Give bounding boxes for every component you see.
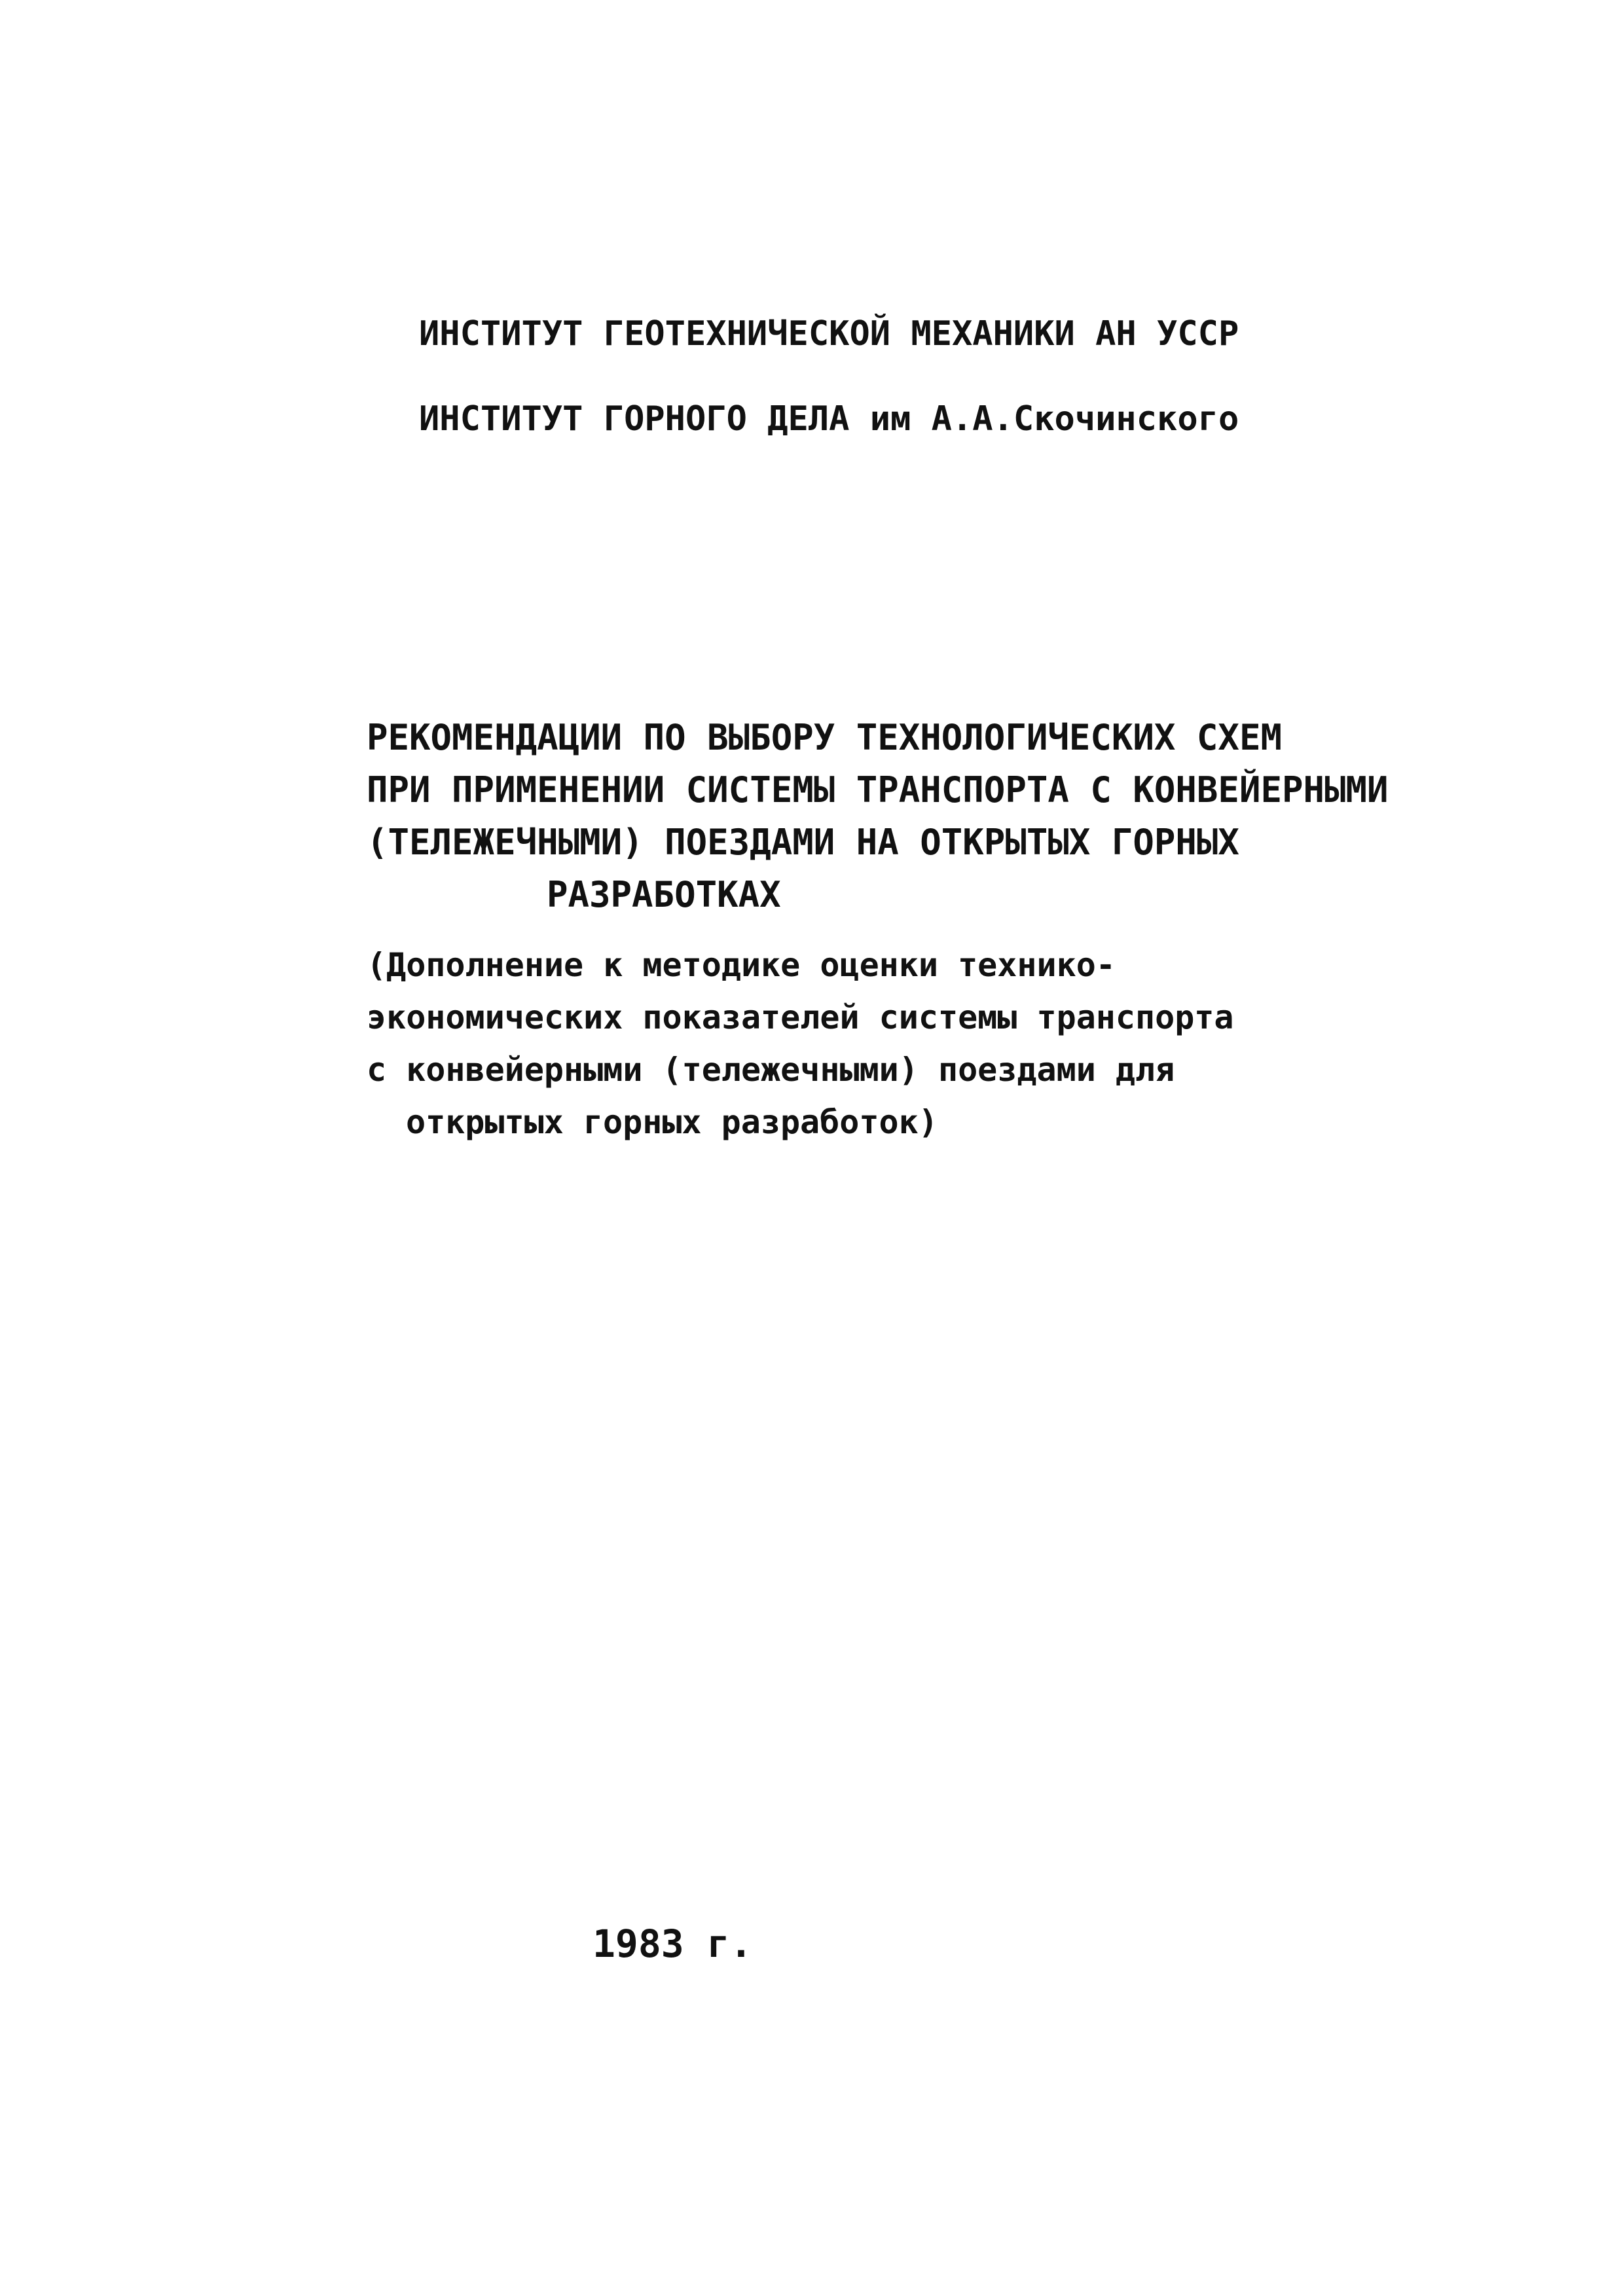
institute-name-1: ИНСТИТУТ ГЕОТЕХНИЧЕСКОЙ МЕХАНИКИ АН УССР [419, 314, 1239, 354]
title-line: РЕКОМЕНДАЦИИ ПО ВЫБОРУ ТЕХНОЛОГИЧЕСКИХ СХЕМ [367, 717, 1282, 758]
subtitle-line: с конвейерными (тележечными) поездами для [367, 1051, 1175, 1089]
title-line: РАЗРАБОТКАХ [547, 874, 781, 915]
subtitle-line: открытых горных разработок) [406, 1103, 938, 1141]
subtitle-line: экономических показателей системы транспорта [367, 998, 1234, 1036]
publication-year: 1983 г. [593, 1922, 753, 1966]
title-line: ПРИ ПРИМЕНЕНИИ СИСТЕМЫ ТРАНСПОРТА С КОНВЕЙЕРНЫМИ [367, 769, 1389, 811]
subtitle-line: (Дополнение к методике оценки технико- [367, 946, 1116, 984]
institute-name-2: ИНСТИТУТ ГОРНОГО ДЕЛА им А.А.Скочинского [419, 399, 1239, 439]
title-line: (ТЕЛЕЖЕЧНЫМИ) ПОЕЗДАМИ НА ОТКРЫТЫХ ГОРНЫХ [367, 822, 1239, 863]
